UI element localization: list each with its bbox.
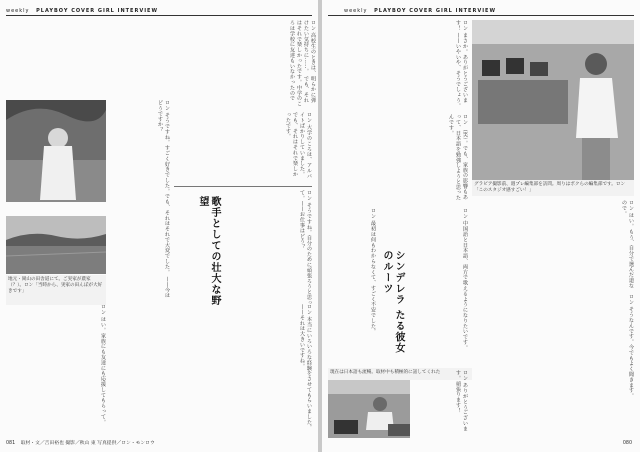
- right-column-4: ロン 最初は何もわからなくて、すごく不安でした。: [370, 208, 376, 335]
- left-column-3: ロン 大学のころは、アルバイトばかりしていました。でも、それはそれで楽しかったです。: [285, 112, 312, 179]
- left-folio: [6, 439, 155, 446]
- left-column-4: ロン そうですね。自分のために頑張ろうと思って。——お仕事はどう？: [299, 190, 312, 306]
- right-column-6: ロン そうなんです。今でもよく聞きます。: [628, 294, 634, 399]
- right-folio: [623, 441, 632, 446]
- left-page: [0, 0, 318, 452]
- left-headline: 歌手としての壮大な野望: [197, 196, 220, 306]
- photo-office-icon: [472, 20, 634, 180]
- left-header-rule: [6, 15, 312, 16]
- right-column-7: ロン ありがとうございます。頑張ります！: [455, 370, 468, 432]
- right-page: [322, 0, 640, 452]
- photo-interview-icon: [328, 380, 410, 438]
- left-photo-caption: 地元・岡山の田舎道にて。ご実家が農家（？）。ロン「当時から、実家の田んぼが大好きです」: [6, 275, 106, 305]
- right-photo2-caption: 現在は日本語も流暢。取材中も積極的に話してくれた: [328, 368, 472, 380]
- photo-outdoor-portrait: [6, 100, 106, 202]
- left-folio-credits: 取材・文／吉田裕也 撮影／秋山 東 写真提供／ロン・モンロウ: [20, 441, 155, 446]
- photo-outdoor-icon: [6, 100, 106, 202]
- right-header-title: PLAYBOY COVER GIRL INTERVIEW: [374, 8, 496, 14]
- right-column-1: ロン まさか。ありがとうございます！ ——いやいや、そうでしょう。: [455, 20, 468, 109]
- left-top-text: ロン 高校生のときは、明らかに弾けたい気持ちに……。 でも、それはそれで楽しかったです。中学のころは学校に友達もいなかったので: [289, 20, 316, 107]
- right-folio-number: 080: [622, 441, 632, 446]
- left-column-2: ロン そうですね。すごく好きでした。でも、それはそれで大変でした。 ——今はどうですか？: [157, 100, 170, 299]
- left-header: [6, 8, 158, 14]
- left-column-6: ロン はい。家族にも友達にも応援してもらって。: [100, 304, 106, 425]
- photo-landscape-icon: [6, 216, 106, 274]
- photo-office: [472, 20, 634, 180]
- right-column-2: ロン （笑）。でも、家族の影響もあって、日本語を勉強しようと思ったんです。: [448, 114, 468, 201]
- right-header-issue: weekly: [344, 8, 368, 14]
- right-column-5: ロン 中国語と日本語、両方で歌えるようになりたいです。: [462, 208, 468, 351]
- right-column-3: ロン はい。もう、自分で選んだ道なので。: [621, 200, 634, 289]
- right-headline: シンデレラ たる彼女のルーツ: [381, 250, 404, 354]
- left-header-title: PLAYBOY COVER GIRL INTERVIEW: [36, 8, 158, 14]
- left-folio-number: 081: [6, 441, 16, 446]
- right-header: [344, 8, 496, 14]
- photo-field: [6, 216, 106, 274]
- photo-interview: [328, 380, 410, 438]
- right-photo-caption: グラビア撮影前、週プレ編集部を訪問。周りはボクらの編集部です。ロン「このスタジオ感すごい！」: [472, 180, 634, 196]
- left-column-5: ロン 本当にいろいろな経験をさせてもらいました。 ——それは大きいですね。: [299, 304, 312, 431]
- right-header-rule: [328, 15, 634, 16]
- left-divider: [174, 186, 312, 187]
- left-header-issue: weekly: [6, 8, 30, 14]
